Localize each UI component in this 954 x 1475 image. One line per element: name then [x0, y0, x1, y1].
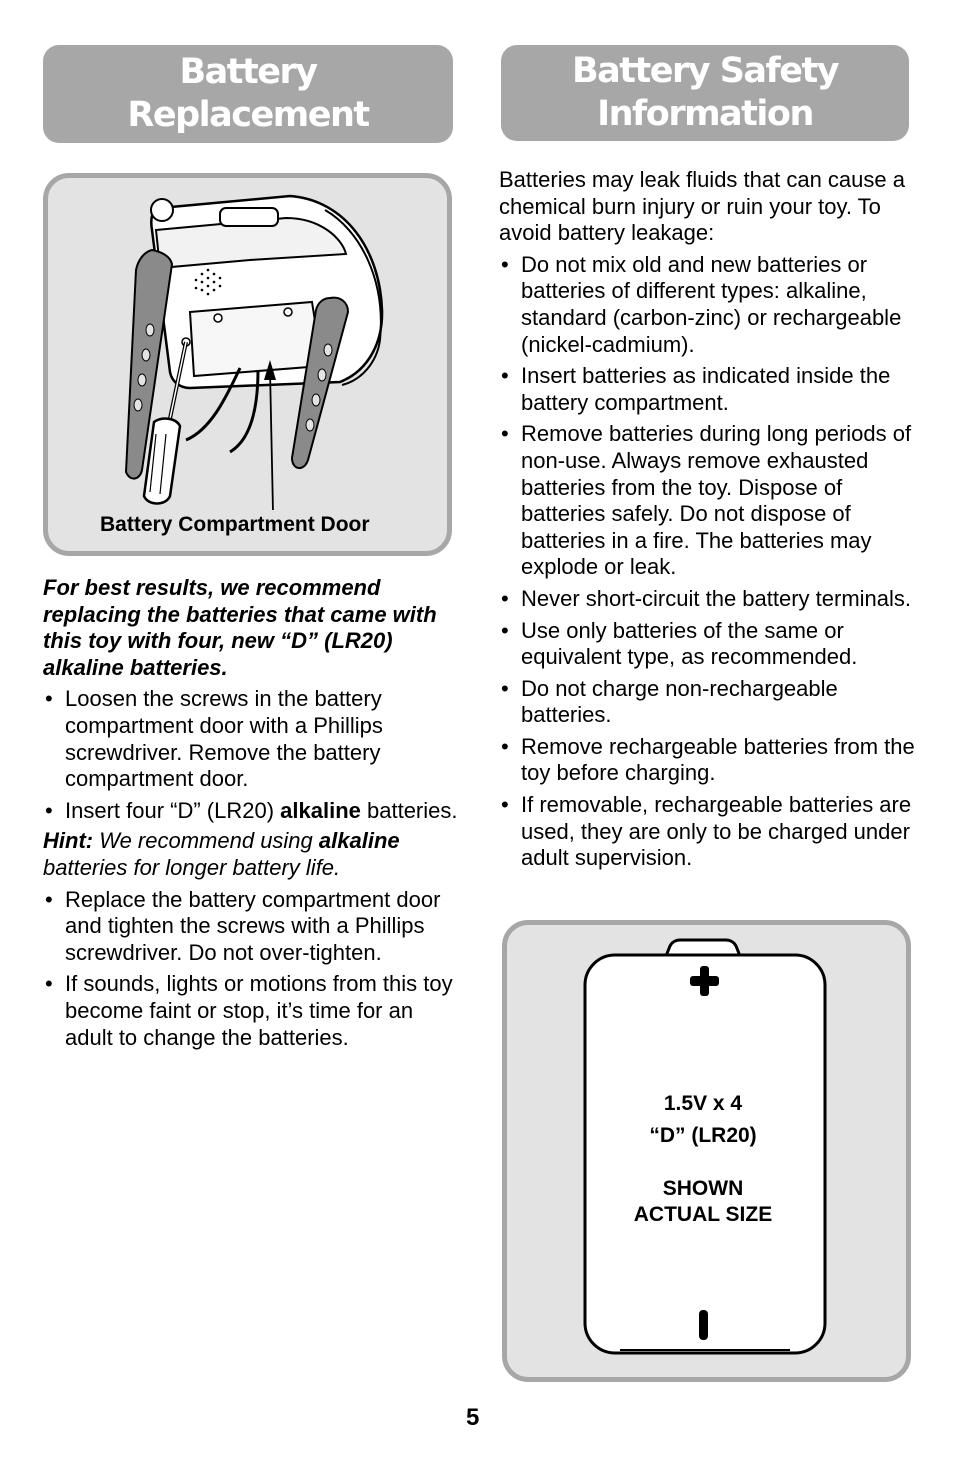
illustration-caption: Battery Compartment Door	[100, 513, 370, 536]
door-screw	[214, 314, 222, 322]
label-spacer	[590, 1152, 816, 1176]
list-item: • If removable, rechargeable batteries are used, they are only to be charged under adult supervision.	[499, 792, 924, 872]
list-item: • Loosen the screws in the battery compartment door with a Phillips screwdriver. Remove the battery compartment door.	[43, 686, 463, 792]
battery-safety-heading	[501, 45, 909, 141]
list-item	[43, 798, 463, 825]
battery-compartment-door	[190, 302, 322, 376]
battery-note: SHOWN	[662, 1177, 744, 1200]
heading-line: Replacement	[127, 95, 369, 135]
replacement-instructions	[43, 575, 463, 1051]
toy-underside-illustration	[90, 190, 410, 510]
hint	[43, 828, 463, 881]
safety-information	[499, 167, 924, 872]
pointer-arrow-line	[270, 370, 273, 510]
hint-emphasis: alkaline	[318, 828, 400, 854]
heading-line: Battery Safety	[571, 51, 839, 91]
hint-text: We recommend using	[93, 828, 319, 854]
list-item: • Use only batteries of the same or equivalent type, as recommended.	[499, 618, 924, 671]
list-item: • Remove rechargeable batteries from the toy before charging.	[499, 734, 924, 787]
battery-label	[590, 1088, 816, 1228]
battery-type: “D” (LR20)	[649, 1124, 757, 1147]
list-item: • Replace the battery compartment door and tighten the screws with a Phillips screwdriver. Do not over-tighten.	[43, 887, 463, 967]
battery-replacement-heading	[43, 45, 453, 143]
list-item: • Remove batteries during long periods of non-use. Always remove exhausted batteries from the toy. Dispose of batteries safely. Do not dispose of batteries in a fire. The batteries may explode or leak.	[499, 421, 924, 581]
toy-button	[151, 199, 173, 221]
heading-line: Information	[597, 94, 813, 134]
page-number: 5	[466, 1404, 480, 1431]
safety-intro: Batteries may leak fluids that can cause a chemical burn injury or ruin your toy. To avoid battery leakage:	[499, 167, 905, 246]
list-item: • Do not charge non-rechargeable batteries.	[499, 676, 924, 729]
list-item: • If sounds, lights or motions from this toy become faint or stop, it’s time for an adult to change the batteries.	[43, 971, 463, 1051]
list-item: • Insert batteries as indicated inside the battery compartment.	[499, 363, 924, 416]
step-emphasis: alkaline	[280, 797, 361, 823]
list-item: • Do not mix old and new batteries or batteries of different types: alkaline, standard (carbon-zinc) or rechargeable (nickel-cadmium).	[499, 252, 924, 358]
step-text: batteries.	[360, 797, 458, 823]
door-screw	[284, 308, 292, 316]
step-text: Insert four “D” (LR20)	[65, 797, 281, 823]
replacement-steps	[43, 686, 463, 824]
battery-voltage: 1.5V x 4	[663, 1092, 743, 1115]
replacement-lead: For best results, we recommend replacing the batteries that came with this toy with four, new “D” (LR20) alkaline batteries.	[43, 575, 437, 680]
hint-label: Hint:	[43, 828, 94, 854]
hint-text: batteries for longer battery life.	[43, 854, 341, 880]
screwdriver-handle	[144, 419, 180, 504]
replacement-steps	[43, 887, 463, 1052]
battery-note: ACTUAL SIZE	[633, 1203, 773, 1226]
safety-list	[499, 252, 924, 872]
heading-line: Battery	[179, 52, 317, 92]
toy-handle-slot	[220, 208, 278, 226]
list-item: • Never short-circuit the battery terminals.	[499, 586, 924, 613]
minus-icon	[699, 1310, 708, 1340]
